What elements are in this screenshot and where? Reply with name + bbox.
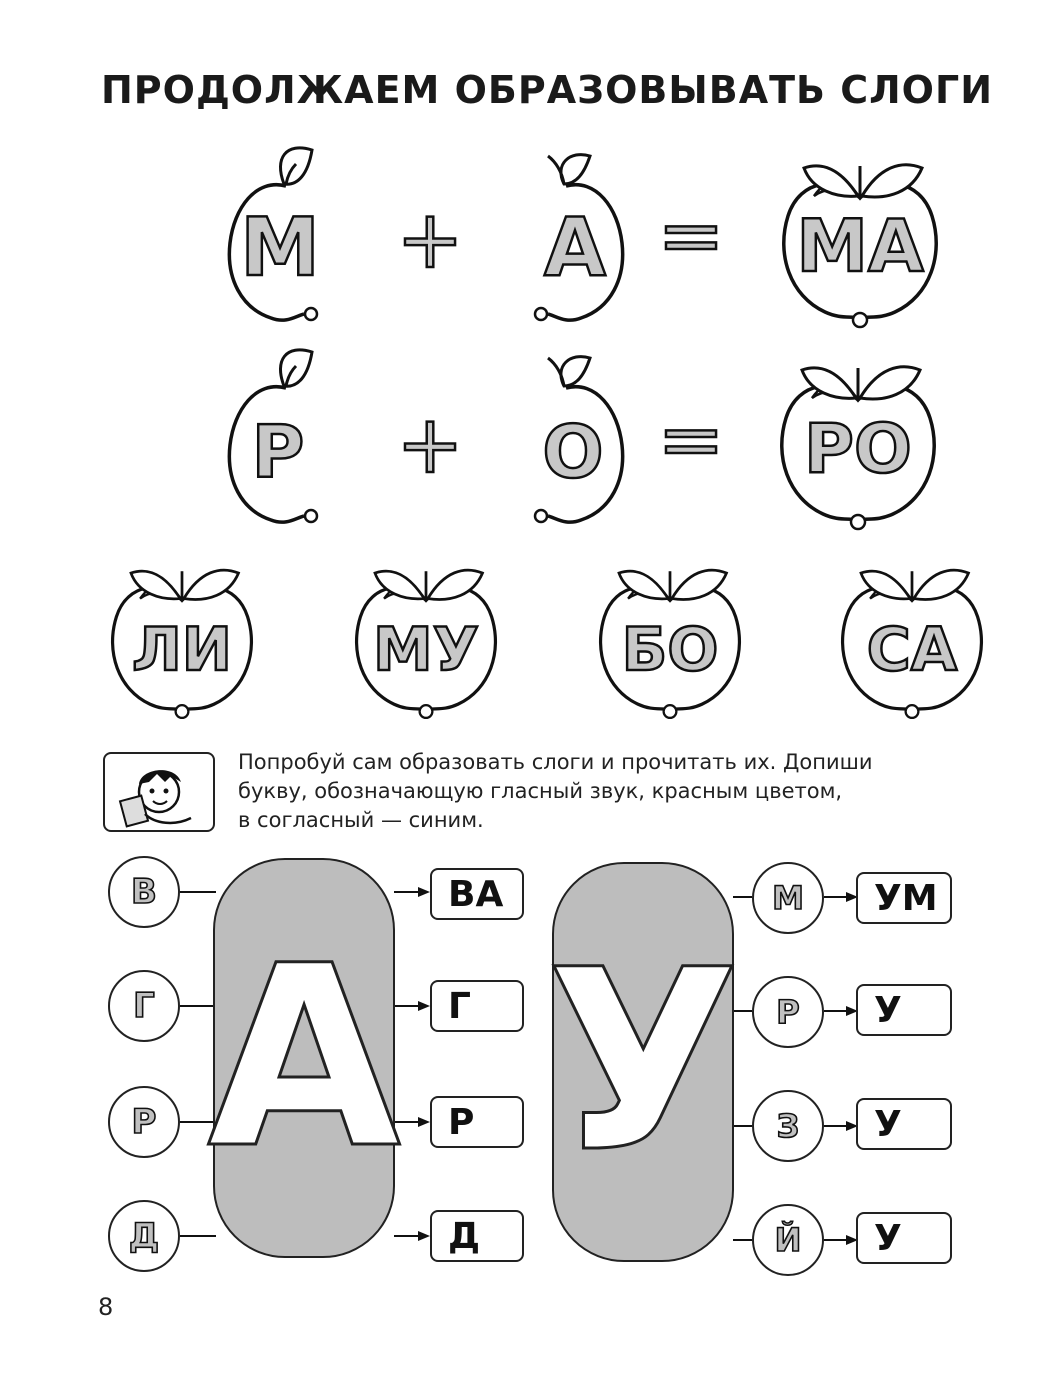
consonant-circle: В <box>108 856 180 928</box>
answer-box[interactable]: У <box>856 1098 952 1150</box>
consonant-circle: Й <box>752 1204 824 1276</box>
syllable-mu: МУ <box>373 615 479 685</box>
equals-sign: = <box>657 393 725 486</box>
consonant-circle: Р <box>752 976 824 1048</box>
letter-a: А <box>544 201 606 294</box>
answer-box[interactable]: Г <box>430 980 524 1032</box>
syllable-li: ЛИ <box>131 615 233 685</box>
answer-box[interactable]: ВА <box>430 868 524 920</box>
instructions-line-3: в согласный — синим. <box>238 808 484 832</box>
vowel-pill-u <box>546 862 740 1262</box>
plus-sign: + <box>396 193 464 286</box>
letter-o: О <box>542 410 604 494</box>
answer-box[interactable]: Р <box>430 1096 524 1148</box>
letter-r: Р <box>251 410 305 494</box>
vowel-letter-a: А <box>207 912 401 1203</box>
answer-box[interactable]: Д <box>430 1210 524 1262</box>
page-number: 8 <box>98 1293 114 1321</box>
consonant-circle: Г <box>108 970 180 1042</box>
syllable-ma: МА <box>796 204 924 288</box>
letter-m: М <box>240 201 320 294</box>
equals-sign: = <box>657 189 725 282</box>
instructions-line-1: Попробуй сам образовать слоги и прочитать их. Допиши <box>238 750 873 774</box>
syllable-sa: СА <box>866 615 958 685</box>
consonant-circle: Р <box>108 1086 180 1158</box>
instructions-line-2: букву, обозначающую гласный звук, красным цветом, <box>238 779 843 803</box>
consonant-circle: М <box>752 862 824 934</box>
page-title: ПРОДОЛЖАЕМ ОБРАЗОВЫВАТЬ СЛОГИ <box>100 68 993 112</box>
consonant-circle: З <box>752 1090 824 1162</box>
answer-box[interactable]: У <box>856 984 952 1036</box>
answer-box[interactable]: УМ <box>856 872 952 924</box>
vowel-letter-u: У <box>546 916 740 1207</box>
answer-box[interactable]: У <box>856 1212 952 1264</box>
syllable-bo: БО <box>621 615 719 685</box>
plus-sign: + <box>396 398 464 491</box>
syllable-ro: РО <box>804 410 912 489</box>
consonant-circle: Д <box>108 1200 180 1272</box>
